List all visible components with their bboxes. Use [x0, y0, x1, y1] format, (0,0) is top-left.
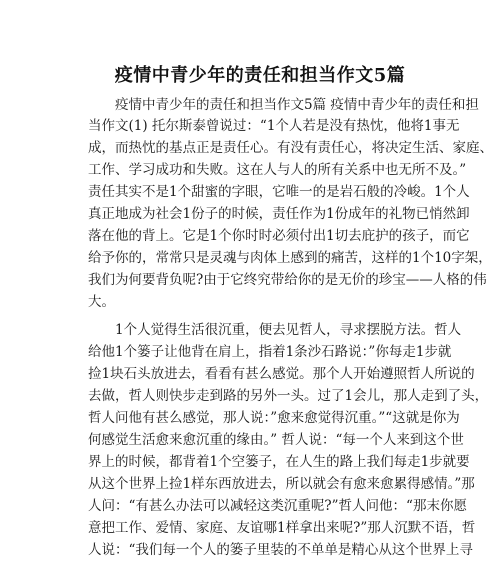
paragraph-line: 界上的时候，都背着1个空篓子，在人生的路上我们每走1步就要	[88, 454, 470, 470]
paragraph-line: 哲人问他有甚么感觉，那人说：”愈来愈觉得沉重。”“这就是你为	[88, 410, 460, 426]
paragraph-line: 疫情中青少年的责任和担当作文5篇 疫情中青少年的责任和担	[88, 97, 479, 113]
paragraph-line: 人说：“我们每一个人的篓子里装的不单单是精心从这个世界上寻	[88, 542, 473, 558]
paragraph-line: 给他1个篓子让他背在肩上，指着1条沙石路说：”你每走1步就	[88, 344, 452, 360]
paragraph-line: 成，而热忱的基点正是责任心。有没有责任心，将决定生活、家庭、	[88, 140, 493, 156]
document-title: 疫情中青少年的责任和担当作文5篇	[114, 65, 406, 86]
paragraph-line: 工作、学习成功和失败。这在人与人的所有关系中也无所不及。”	[88, 162, 467, 178]
paragraph-line: 捡1块石头放进去，看看有甚么感觉。那个人开始遵照哲人所说的	[88, 366, 475, 382]
paragraph-line: 从这个世界上捡1样东西放进去，所以就会有愈来愈累得感情。”那	[88, 476, 475, 492]
paragraph-line: 给予你的，常常只是灵魂与肉体上感到的痛苦，这样的1个10字架，	[88, 250, 492, 266]
paragraph-line: 责任其实不是1个甜蜜的字眼，它唯一的是岩石般的冷峻。1个人	[88, 184, 470, 200]
paragraph-line: 大。	[88, 294, 115, 310]
paragraph-line: 意把工作、爱情、家庭、友谊哪1样拿出来呢?”那人沉默不语，哲	[88, 520, 476, 536]
paragraph-line: 落在他的背上。它是1个你时时必须付出1切去庇护的孩子，而它	[88, 228, 470, 244]
paragraph-line: 去做，哲人则快步走到路的另外一头。过了1会儿，那人走到了头，	[88, 388, 489, 404]
paragraph-line: 1个人觉得生活很沉重，便去见哲人，寻求摆脱方法。哲人	[88, 322, 462, 338]
paragraph-line: 真正地成为社会1份子的时候，责任作为1份成年的礼物已悄然卸	[88, 206, 470, 222]
paragraph-line: 我们为何要背负呢?由于它终究带给你的是无价的珍宝——人格的伟	[88, 272, 487, 288]
paragraph-line: 当作文(1) 托尔斯泰曾说过：“1个人若是没有热忱，他将1事无	[88, 118, 460, 134]
paragraph-line: 何感觉生活愈来愈沉重的缘由。” 哲人说：“每一个人来到这个世	[88, 432, 464, 448]
paragraph-line: 人问：“有甚么办法可以减轻这类沉重呢?”哲人问他：“那末你愿	[88, 498, 467, 514]
